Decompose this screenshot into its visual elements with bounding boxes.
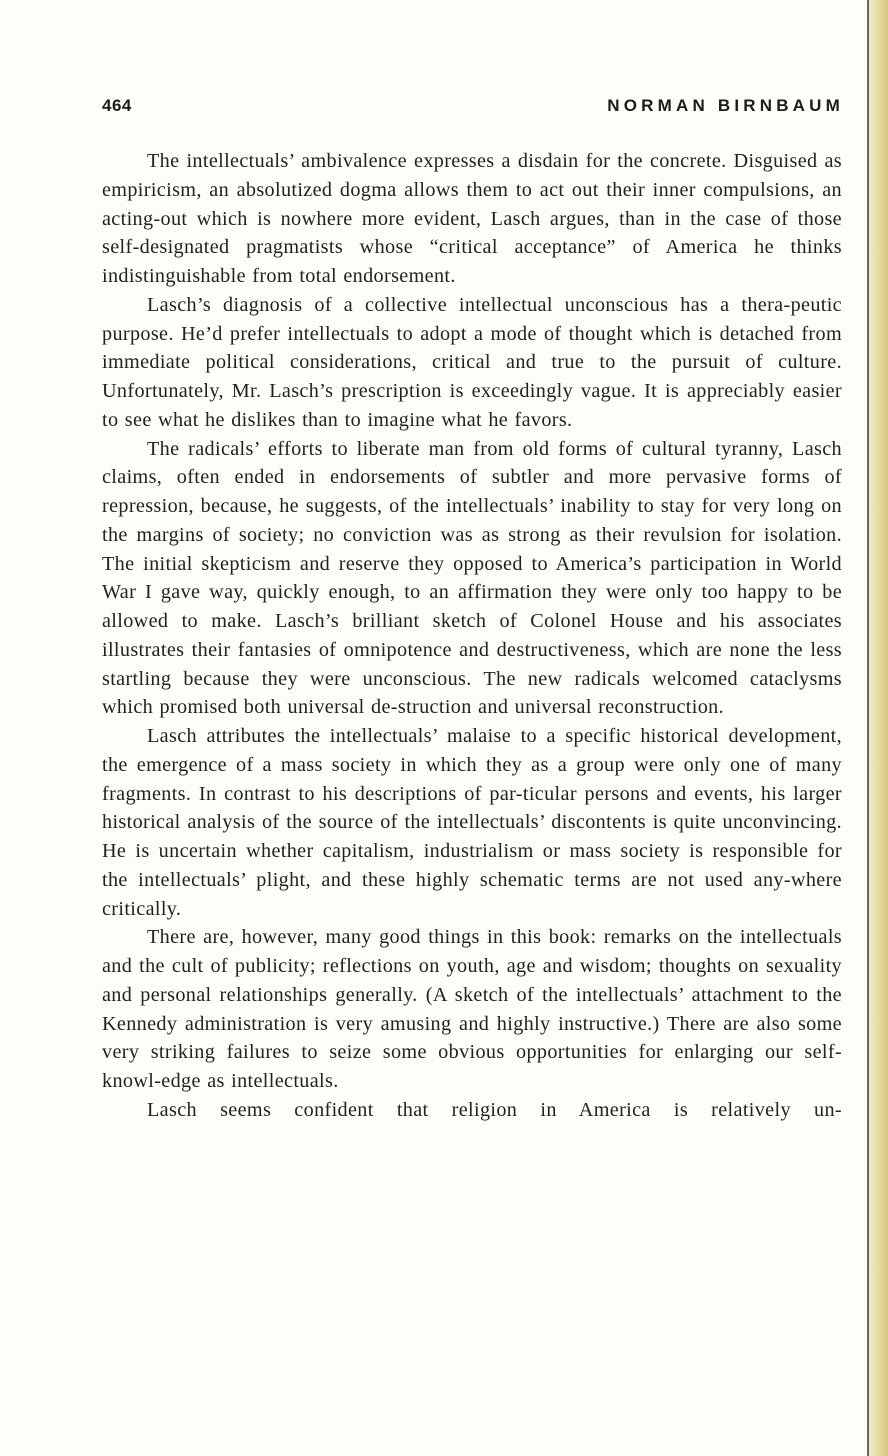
page-edge <box>868 0 888 1456</box>
paragraph: Lasch seems confident that religion in America is relatively un- <box>147 1098 842 1121</box>
running-head <box>102 96 844 120</box>
page-edge-shadow <box>867 0 869 1456</box>
paragraph: Lasch attributes the intellectuals’ malaise to a specific historical development, the emergence of a mass society in which they as a group were only one of many fragments. In contrast to his descriptions of par-ticular persons and events, his larger historical analysis of the source of the intellectuals’ discontents is quite unconvincing. He is uncertain whether capitalism, industrialism or mass society is responsible for the intellectuals’ plight, and these highly schematic terms are not used any-where critically. <box>102 725 842 920</box>
body-text <box>102 147 842 1125</box>
paragraph: The intellectuals’ ambivalence expresses a disdain for the concrete. Disguised as empiricism, an absolutized dogma allows them to act out their inner compulsions, an acting-out which is nowhere more evident, Lasch argues, than in the case of those self-designated pragmatists whose “critical acceptance” of America he thinks indistinguishable from total endorsement. <box>102 150 842 287</box>
paragraph: The radicals’ efforts to liberate man from old forms of cultural tyranny, Lasch claims, often ended in endorsements of subtler and more pervasive forms of repression, because, he suggests, of the intellectuals’ inability to stay for very long on the margins of society; no conviction was as strong as their revulsion for isolation. The initial skepticism and reserve they opposed to America’s participation in World War I gave way, quickly enough, to an affirmation they were only too happy to be allowed to make. Lasch’s brilliant sketch of Colonel House and his associates illustrates their fantasies of omnipotence and destructiveness, which are none the less startling because they were unconscious. The new radicals welcomed cataclysms which promised both universal de-struction and universal reconstruction. <box>102 437 842 719</box>
author-running-head: NORMAN BIRNBAUM <box>607 96 844 115</box>
paragraph: Lasch’s diagnosis of a collective intellectual unconscious has a thera-peutic purpose. He’d prefer intellectuals to adopt a mode of thought which is detached from immediate political considerations, critical and true to the pursuit of culture. Unfortunately, Mr. Lasch’s prescription is exceedingly vague. It is appreciably easier to see what he dislikes than to imagine what he favors. <box>102 293 842 431</box>
page-number: 464 <box>102 96 132 115</box>
paragraph: There are, however, many good things in this book: remarks on the intellectuals and the cult of publicity; reflections on youth, age and wisdom; thoughts on sexuality and personal relationships generally. (A sketch of the intellectuals’ attachment to the Kennedy administration is very amusing and highly instructive.) There are also some very striking failures to seize some obvious opportunities for enlarging our self-knowl-edge as intellectuals. <box>102 926 842 1092</box>
